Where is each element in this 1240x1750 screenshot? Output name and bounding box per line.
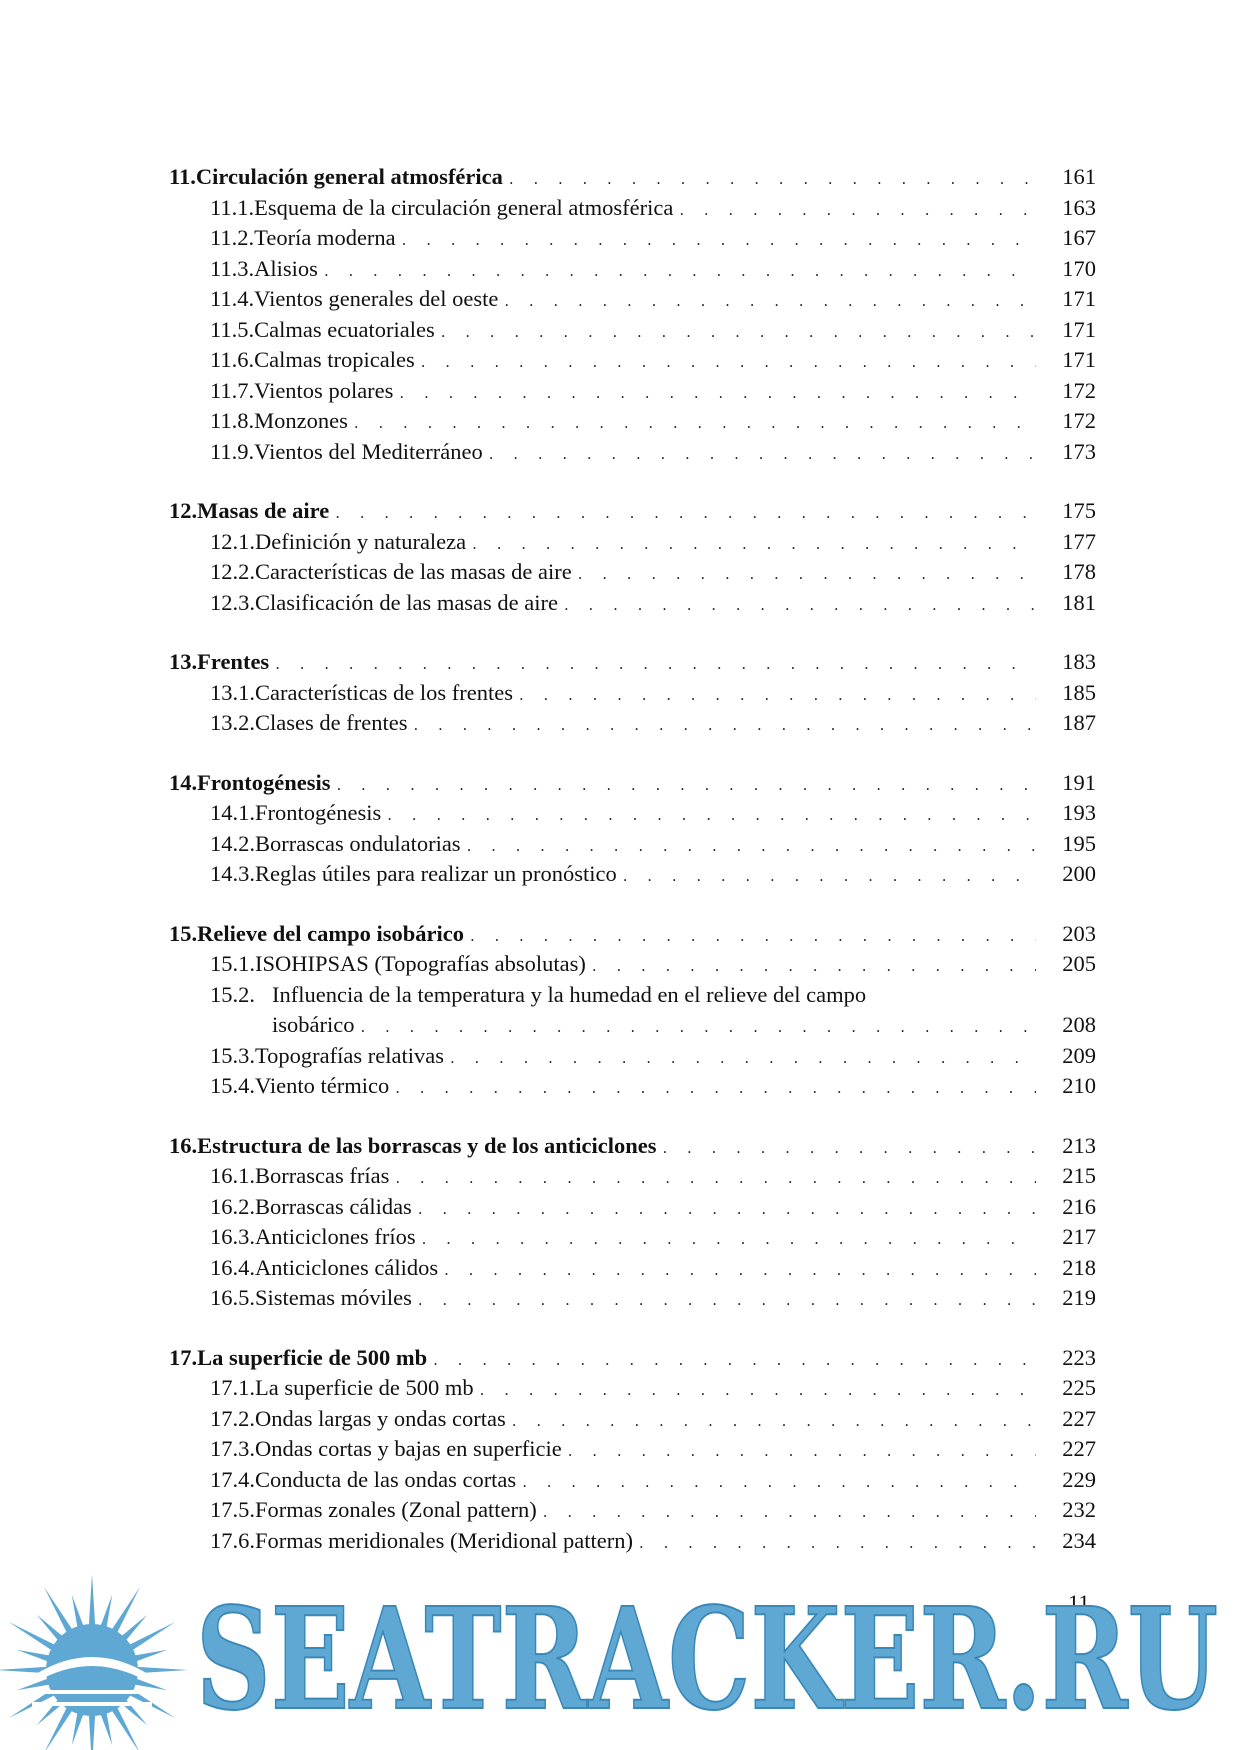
page-ref: 225: [1062, 1375, 1096, 1400]
section-entry: [169, 1434, 1096, 1465]
section-entry: [169, 588, 1096, 619]
chapter-entry: [169, 496, 1096, 527]
page-ref: 187: [1062, 710, 1096, 735]
section-title: Sistemas móviles: [255, 1285, 412, 1310]
dot-leader: [522, 1467, 1036, 1498]
chapter-block: [169, 162, 1096, 467]
dot-leader: [354, 408, 1036, 439]
section-title: ISOHIPSAS (Topografías absolutas): [255, 951, 586, 976]
page-number: 11: [1068, 1590, 1090, 1615]
section-entry: [169, 437, 1096, 468]
dot-leader: [395, 1163, 1036, 1194]
dot-leader: [578, 559, 1036, 590]
page-ref: 163: [1062, 194, 1096, 220]
chapter-number: 14.: [169, 769, 198, 795]
dot-leader: [336, 770, 1036, 801]
section-entry: [169, 1283, 1096, 1314]
section-title: Clases de frentes: [255, 710, 408, 735]
dot-leader: [467, 831, 1036, 862]
section-entry: [169, 1071, 1096, 1102]
dot-leader: [564, 590, 1036, 621]
sun-ray: [17, 1650, 51, 1662]
section-title: Ondas largas y ondas cortas: [255, 1405, 506, 1431]
dot-leader: [639, 1528, 1036, 1559]
page-ref: 181: [1062, 589, 1096, 615]
page-ref: 223: [1062, 1344, 1096, 1370]
dot-leader: [418, 1194, 1036, 1225]
sun-icon: [0, 1574, 188, 1750]
dot-leader: [433, 1345, 1036, 1376]
section-entry: [169, 829, 1096, 860]
page-ref: 175: [1062, 498, 1096, 523]
section-number: 16.5.: [210, 1285, 255, 1310]
page-ref: 210: [1062, 1073, 1096, 1098]
dot-leader: [662, 1133, 1036, 1164]
dot-leader: [421, 347, 1036, 378]
section-title: Reglas útiles para realizar un pronóstico: [255, 861, 617, 886]
section-entry: [169, 1253, 1096, 1284]
chapter-number: 13.: [169, 649, 198, 674]
section-title: Viento térmico: [255, 1073, 390, 1098]
section-number: 17.6.: [210, 1527, 255, 1553]
section-title: Clasificación de las masas de aire: [255, 589, 559, 615]
dot-leader: [509, 164, 1036, 195]
dot-leader: [441, 317, 1036, 348]
chapter-title: Estructura de las borrascas y de los anticiclones: [197, 1132, 657, 1158]
page-ref: 185: [1062, 679, 1096, 705]
section-number: 11.4.: [210, 286, 255, 311]
section-entry: [169, 1404, 1096, 1435]
page-ref: 171: [1062, 316, 1096, 342]
dot-leader: [504, 286, 1036, 317]
section-entry: [169, 557, 1096, 588]
section-entry: [169, 284, 1096, 315]
watermark: [0, 1560, 1240, 1750]
chapter-entry: [169, 1131, 1096, 1162]
section-number: 15.1.: [210, 951, 255, 976]
page-ref: 177: [1062, 528, 1096, 554]
section-number: 12.2.: [210, 559, 255, 584]
section-title: La superficie de 500 mb: [255, 1375, 474, 1400]
sun-ray: [17, 1678, 51, 1690]
section-number: 13.1.: [210, 679, 255, 705]
sun-ray: [72, 1712, 84, 1746]
section-entry: [169, 949, 1096, 980]
page-ref: 232: [1062, 1497, 1096, 1522]
page-ref: 205: [1062, 951, 1096, 976]
page-ref: 183: [1062, 649, 1096, 674]
chapter-entry: [169, 162, 1096, 193]
section-number: 11.7.: [210, 377, 255, 403]
section-title: Influencia de la temperatura y la humedad en el relieve del campo: [272, 981, 867, 1007]
chapter-entry: [169, 1343, 1096, 1374]
page-ref: 173: [1062, 438, 1096, 464]
page-ref: 217: [1062, 1224, 1096, 1249]
chapter-number: 17.: [169, 1344, 198, 1370]
section-entry: [169, 980, 1096, 1011]
page-ref: 170: [1062, 255, 1096, 281]
section-number: 11.8.: [210, 408, 255, 433]
page-ref: 203: [1062, 920, 1096, 946]
watermark-text: SEATRACKER.RU: [196, 1578, 1218, 1742]
chapter-block: [169, 919, 1096, 1102]
sun-ray: [72, 1595, 84, 1629]
section-title: Alisios: [254, 255, 318, 281]
chapter-entry: [169, 647, 1096, 678]
dot-leader: [450, 1043, 1036, 1074]
section-number: 11.1.: [210, 194, 255, 220]
section-title: Vientos del Mediterráneo: [254, 438, 483, 464]
chapter-block: [169, 496, 1096, 618]
section-number: 16.1.: [210, 1163, 255, 1188]
section-title: Monzones: [254, 408, 348, 433]
dot-leader: [360, 1012, 1036, 1043]
section-entry: [169, 1526, 1096, 1557]
sun-ray: [89, 1714, 95, 1750]
section-number: 12.3.: [210, 589, 255, 615]
section-entry: [169, 406, 1096, 437]
section-entry: [169, 859, 1096, 890]
section-title: Definición y naturaleza: [255, 528, 467, 554]
section-title: Características de los frentes: [255, 679, 514, 705]
page-ref: 161: [1062, 164, 1096, 189]
dot-leader: [402, 225, 1036, 256]
section-entry: [169, 1495, 1096, 1526]
section-entry: [169, 345, 1096, 376]
dot-leader: [395, 1073, 1036, 1104]
section-title: Borrascas frías: [255, 1163, 390, 1188]
section-title: Calmas tropicales: [254, 347, 415, 372]
chapter-number: 16.: [169, 1132, 198, 1158]
chapter-block: [169, 768, 1096, 890]
section-entry: [169, 376, 1096, 407]
section-entry: [169, 315, 1096, 346]
section-title: Vientos generales del oeste: [254, 286, 499, 311]
section-title: Borrascas ondulatorias: [255, 830, 461, 856]
section-number: 15.2.: [210, 981, 255, 1007]
section-number: 11.3.: [210, 255, 255, 281]
page-ref: 227: [1062, 1436, 1096, 1461]
chapter-number: 12.: [169, 498, 198, 523]
dot-leader: [543, 1497, 1036, 1528]
dot-leader: [387, 800, 1036, 831]
section-number: 16.4.: [210, 1254, 255, 1280]
page-ref: 219: [1062, 1285, 1096, 1310]
section-entry: [169, 1192, 1096, 1223]
section-entry: [169, 708, 1096, 739]
section-title: Topografías relativas: [255, 1042, 444, 1068]
section-number: 12.1.: [210, 528, 255, 554]
chapter-number: 15.: [169, 920, 198, 946]
section-number: 17.2.: [210, 1405, 255, 1431]
section-entry: [169, 527, 1096, 558]
section-entry: [169, 193, 1096, 224]
section-entry: [169, 798, 1096, 829]
sun-ray: [121, 1615, 147, 1641]
section-entry: [169, 678, 1096, 709]
page-ref: 171: [1062, 286, 1096, 311]
section-number: 11.6.: [210, 347, 255, 372]
dot-leader: [399, 378, 1036, 409]
section-number: 17.5.: [210, 1497, 255, 1522]
section-number: 16.3.: [210, 1224, 255, 1249]
dot-leader: [623, 861, 1036, 892]
chapter-title: Frentes: [197, 649, 270, 674]
page-ref: 209: [1062, 1042, 1096, 1068]
section-number: 14.1.: [210, 800, 255, 825]
page-ref: 229: [1062, 1466, 1096, 1492]
page-ref: 200: [1062, 861, 1096, 886]
section-entry: [169, 1161, 1096, 1192]
section-number: 11.2.: [210, 225, 255, 250]
page-ref: 172: [1062, 408, 1096, 433]
section-number: 11.9.: [210, 438, 255, 464]
section-title: isobárico: [272, 1012, 355, 1037]
dot-leader: [275, 649, 1036, 680]
section-title: Calmas ecuatoriales: [254, 316, 435, 342]
section-title: Borrascas cálidas: [255, 1193, 412, 1219]
page-ref: 213: [1062, 1132, 1096, 1158]
section-number: 11.5.: [210, 316, 255, 342]
sun-ray: [89, 1574, 95, 1626]
section-title: Anticiclones cálidos: [255, 1254, 439, 1280]
dot-leader: [444, 1255, 1036, 1286]
section-entry: [169, 254, 1096, 285]
chapter-block: [169, 647, 1096, 739]
dot-leader: [413, 710, 1036, 741]
dot-leader: [470, 921, 1036, 952]
chapter-entry: [169, 768, 1096, 799]
section-entry: [169, 223, 1096, 254]
dot-leader: [480, 1375, 1036, 1406]
dot-leader: [489, 439, 1036, 470]
sun-ray: [100, 1595, 112, 1629]
page-ref: 216: [1062, 1193, 1096, 1219]
section-entry: [169, 1222, 1096, 1253]
page-ref: 234: [1062, 1527, 1096, 1553]
section-number: 15.3.: [210, 1042, 255, 1068]
chapter-title: Circulación general atmosférica: [195, 164, 503, 189]
section-number: 17.1.: [210, 1375, 255, 1400]
page-ref: 195: [1062, 830, 1096, 856]
section-number: 14.2.: [210, 830, 255, 856]
page-ref: 227: [1062, 1405, 1096, 1431]
page-ref: 167: [1062, 225, 1096, 250]
table-of-contents: [169, 162, 1096, 1585]
chapter-title: Masas de aire: [197, 498, 330, 523]
page-ref: 178: [1062, 559, 1096, 584]
dot-leader: [418, 1285, 1036, 1316]
section-title: Vientos polares: [254, 377, 394, 403]
section-entry-continuation: [169, 1010, 1096, 1041]
chapter-entry: [169, 919, 1096, 950]
page-ref: 172: [1062, 377, 1096, 403]
chapter-number: 11.: [169, 164, 196, 189]
dot-leader: [592, 951, 1036, 982]
section-title: Frontogénesis: [255, 800, 382, 825]
dot-leader: [519, 680, 1036, 711]
section-entry: [169, 1041, 1096, 1072]
sun-ray: [134, 1650, 168, 1662]
page-ref: 191: [1062, 769, 1096, 795]
section-number: 17.3.: [210, 1436, 255, 1461]
dot-leader: [512, 1406, 1036, 1437]
chapter-block: [169, 1131, 1096, 1314]
page-ref: 193: [1062, 800, 1096, 825]
dot-leader: [472, 529, 1036, 560]
dot-leader: [568, 1436, 1036, 1467]
section-title: Formas zonales (Zonal pattern): [255, 1497, 537, 1522]
section-title: Ondas cortas y bajas en superficie: [255, 1436, 562, 1461]
section-number: 13.2.: [210, 710, 255, 735]
dot-leader: [324, 256, 1036, 287]
section-number: 16.2.: [210, 1193, 255, 1219]
page-ref: 218: [1062, 1254, 1096, 1280]
page-ref: 171: [1062, 347, 1096, 372]
section-number: 14.3.: [210, 861, 255, 886]
page-ref: 215: [1062, 1163, 1096, 1188]
chapter-block: [169, 1343, 1096, 1557]
section-title: Esquema de la circulación general atmosférica: [254, 194, 674, 220]
chapter-title: Frontogénesis: [197, 769, 331, 795]
section-title: Anticiclones fríos: [255, 1224, 416, 1249]
section-number: 15.4.: [210, 1073, 255, 1098]
sun-ray: [100, 1712, 112, 1746]
section-title: Conducta de las ondas cortas: [255, 1466, 517, 1492]
chapter-title: Relieve del campo isobárico: [197, 920, 464, 946]
section-title: Teoría moderna: [254, 225, 396, 250]
dot-leader: [335, 498, 1036, 529]
chapter-title: La superficie de 500 mb: [197, 1344, 428, 1370]
section-title: Formas meridionales (Meridional pattern): [255, 1527, 634, 1553]
dot-leader: [679, 195, 1036, 226]
dot-leader: [422, 1224, 1036, 1255]
sun-ray: [37, 1615, 63, 1641]
page-ref: 208: [1062, 1012, 1096, 1037]
section-number: 17.4.: [210, 1466, 255, 1492]
section-entry: [169, 1373, 1096, 1404]
section-entry: [169, 1465, 1096, 1496]
sun-ray: [134, 1678, 168, 1690]
section-title: Características de las masas de aire: [255, 559, 572, 584]
